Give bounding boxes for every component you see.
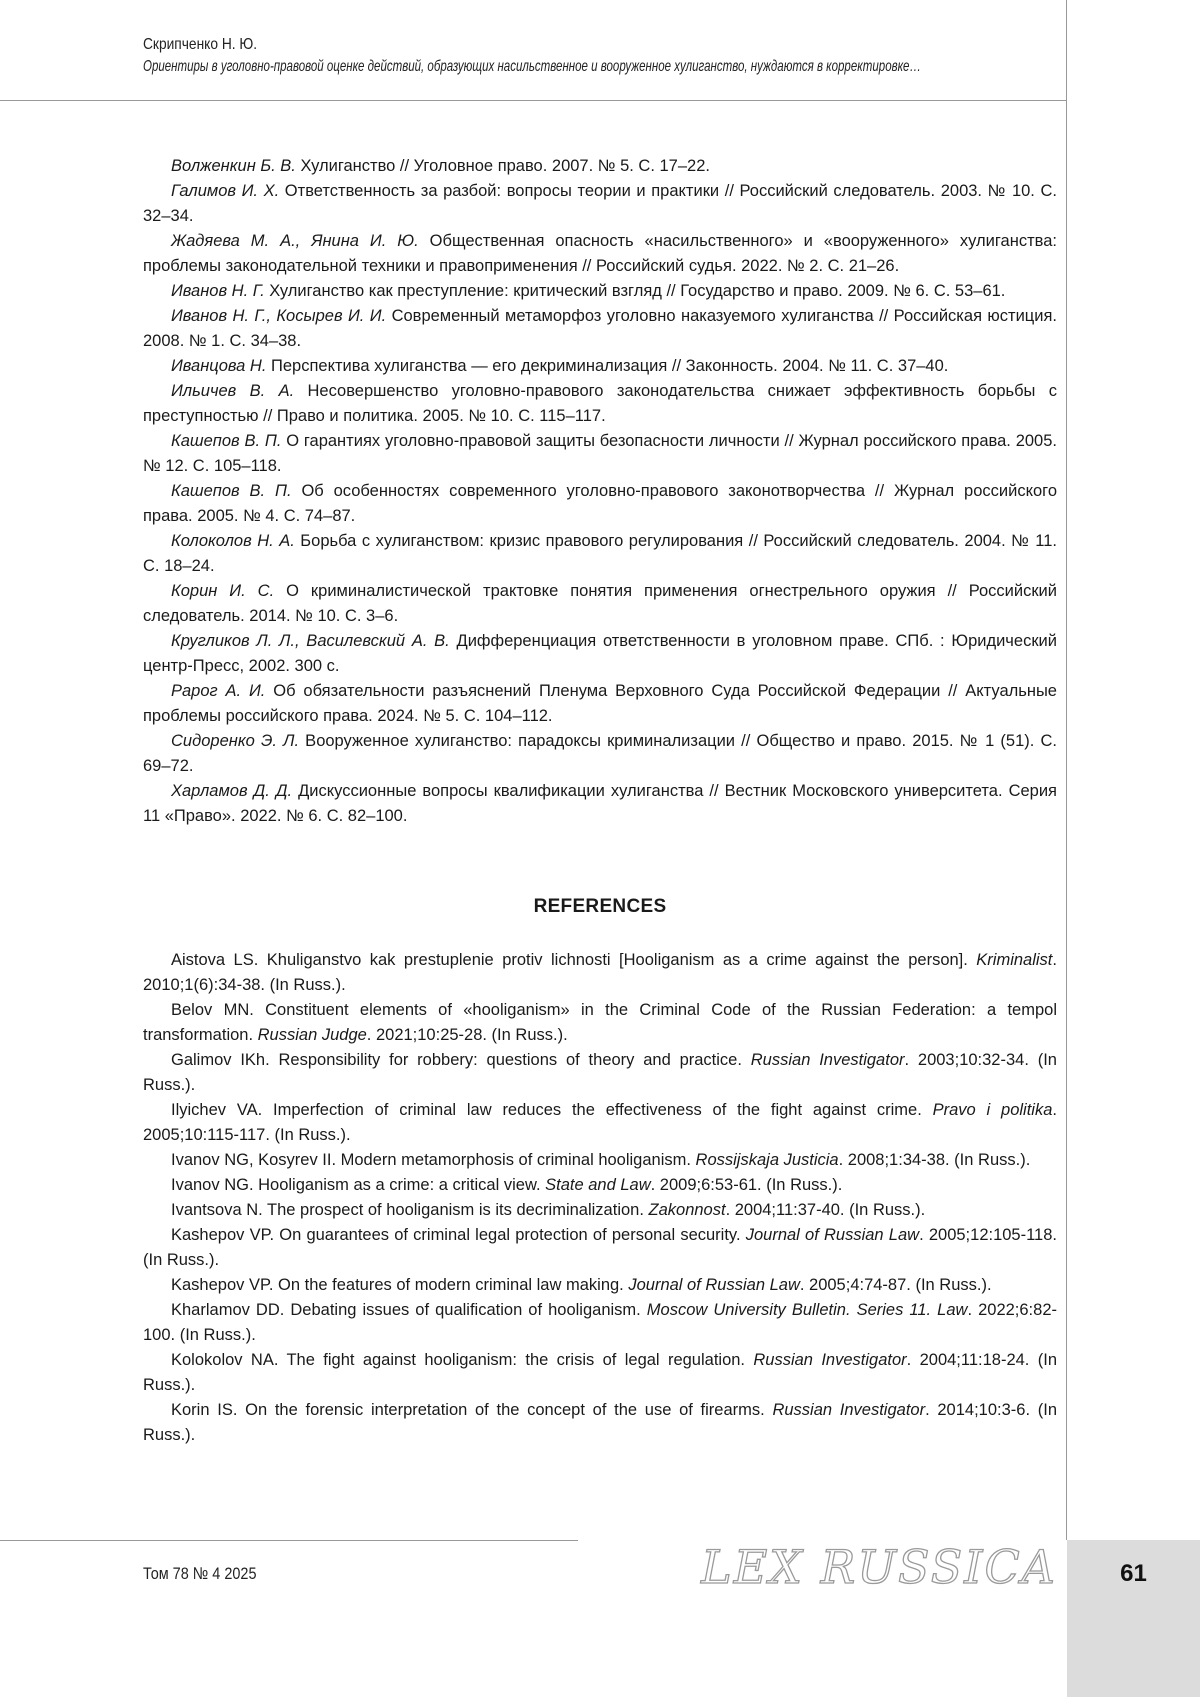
reference-text: Хулиганство // Уголовное право. 2007. № 5. С. 17–22. <box>296 157 710 175</box>
reference-details: . 2009;6:53-61. (In Russ.). <box>651 1176 843 1194</box>
reference-ru-item <box>143 679 1057 729</box>
reference-ru-item <box>143 154 1057 179</box>
reference-ru-item <box>143 279 1057 304</box>
reference-text: Kashepov VP. On guarantees of criminal legal protection of personal security. <box>171 1226 746 1244</box>
reference-text: Korin IS. On the forensic interpretation of the concept of the use of firearms. <box>171 1401 772 1419</box>
reference-author: Кругликов Л. Л., Василевский А. В. <box>171 632 450 650</box>
reference-text: Общественная опасность «насильственного» и «вооруженного» хулиганства: проблемы законодательной техники и правоприменения // Российский судья. 2022. № 2. С. 21–26. <box>143 232 1057 275</box>
reference-author: Харламов Д. Д. <box>171 782 292 800</box>
right-margin-rule <box>1066 0 1067 1540</box>
reference-text: Aistova LS. Khuliganstvo kak prestuplenie protiv lichnosti [Hooliganism as a crime against the person]. <box>171 951 976 969</box>
reference-text: Борьба с хулиганством: кризис правового регулирования // Российский следователь. 2004. № 11. С. 18–24. <box>143 532 1057 575</box>
reference-author: Иванов Н. Г. <box>171 282 265 300</box>
reference-details: . 2005;4:74-87. (In Russ.). <box>800 1276 992 1294</box>
reference-journal: Rossijskaja Justicia <box>696 1151 839 1169</box>
reference-en-item <box>143 948 1057 998</box>
reference-journal: Russian Investigator <box>753 1351 906 1369</box>
reference-text: Kolokolov NA. The fight against hooliganism: the crisis of legal regulation. <box>171 1351 753 1369</box>
reference-journal: Kriminalist <box>976 951 1052 969</box>
reference-text: Belov MN. Constituent elements of «hooliganism» in the Criminal Code of the Russian Federation: a tempol transformation. <box>143 1001 1057 1044</box>
reference-ru-item <box>143 729 1057 779</box>
reference-ru-item <box>143 629 1057 679</box>
reference-ru-item <box>143 379 1057 429</box>
reference-author: Сидоренко Э. Л. <box>171 732 299 750</box>
reference-text: Ivantsova N. The prospect of hooliganism is its decriminalization. <box>171 1201 649 1219</box>
reference-text: Дифференциация ответственности в уголовном праве. СПб. : Юридический центр-Пресс, 2002. 300 с. <box>143 632 1057 675</box>
reference-author: Рарог А. И. <box>171 682 265 700</box>
header-article-title: Ориентиры в уголовно-правовой оценке действий, образующих насильственное и вооруженное хулиганство, нуждаются в корректировке… <box>143 56 802 78</box>
reference-en-item <box>143 1398 1057 1448</box>
reference-author: Жадяева М. А., Янина И. Ю. <box>171 232 419 250</box>
reference-journal: Journal of Russian Law <box>746 1226 919 1244</box>
reference-author: Галимов И. Х. <box>171 182 279 200</box>
reference-details: . 2021;10:25-28. (In Russ.). <box>367 1026 568 1044</box>
reference-text: Об особенностях современного уголовно-правового законотворчества // Журнал российского права. 2005. № 4. С. 74–87. <box>143 482 1057 525</box>
reference-author: Ильичев В. А. <box>171 382 294 400</box>
reference-ru-item <box>143 354 1057 379</box>
reference-text: Ilyichev VA. Imperfection of criminal law reduces the effectiveness of the fight against crime. <box>171 1101 933 1119</box>
reference-text: Ivanov NG, Kosyrev II. Modern metamorphosis of criminal hooliganism. <box>171 1151 696 1169</box>
reference-text: Перспектива хулиганства — его декриминализация // Законность. 2004. № 11. С. 37–40. <box>266 357 948 375</box>
reference-journal: Pravo i politika <box>933 1101 1053 1119</box>
reference-journal: Moscow University Bulletin. Series 11. Law <box>647 1301 968 1319</box>
reference-text: Kashepov VP. On the features of modern criminal law making. <box>171 1276 628 1294</box>
reference-en-item <box>143 1098 1057 1148</box>
reference-en-item <box>143 1173 1057 1198</box>
reference-ru-item <box>143 479 1057 529</box>
reference-text: Ivanov NG. Hooliganism as a crime: a critical view. <box>171 1176 545 1194</box>
reference-ru-item <box>143 179 1057 229</box>
reference-text: О криминалистической трактовке понятия применения огнестрельного оружия // Российский следователь. 2014. № 10. С. 3–6. <box>143 582 1057 625</box>
reference-en-item <box>143 1273 1057 1298</box>
reference-ru-item <box>143 229 1057 279</box>
reference-en-item <box>143 1048 1057 1098</box>
reference-ru-item <box>143 529 1057 579</box>
reference-details: . 2008;1:34-38. (In Russ.). <box>839 1151 1031 1169</box>
reference-text: Об обязательности разъяснений Пленума Верховного Суда Российской Федерации // Актуальные проблемы российского права. 2024. № 5. С. 104–112. <box>143 682 1057 725</box>
reference-author: Волженкин Б. В. <box>171 157 296 175</box>
reference-author: Колоколов Н. А. <box>171 532 295 550</box>
reference-text: Несовершенство уголовно-правового законодательства снижает эффективность борьбы с преступностью // Право и политика. 2005. № 10. С. 115–117. <box>143 382 1057 425</box>
reference-text: Хулиганство как преступление: критический взгляд // Государство и право. 2009. № 6. С. 53–61. <box>265 282 1006 300</box>
reference-author: Иванцова Н. <box>171 357 266 375</box>
reference-ru-item <box>143 579 1057 629</box>
reference-author: Кашепов В. П. <box>171 432 281 450</box>
reference-details: . 2022;6:82-100. (In Russ.). <box>143 1301 1057 1344</box>
reference-text: Kharlamov DD. Debating issues of qualification of hooliganism. <box>171 1301 647 1319</box>
references-heading: REFERENCES <box>143 896 1057 918</box>
reference-details: . 2005;12:105-118. (In Russ.). <box>143 1226 1057 1269</box>
reference-journal: Russian Judge <box>258 1026 367 1044</box>
reference-en-item <box>143 998 1057 1048</box>
reference-text: Современный метаморфоз уголовно наказуемого хулиганства // Российская юстиция. 2008. № 1. С. 34–38. <box>143 307 1057 350</box>
reference-details: . 2010;1(6):34-38. (In Russ.). <box>143 951 1057 994</box>
lex-russica-logo <box>728 1535 1030 1595</box>
header-rule <box>0 100 1066 101</box>
reference-en-item <box>143 1148 1057 1173</box>
reference-ru-item <box>143 779 1057 829</box>
reference-ru-item <box>143 304 1057 354</box>
page-number: 61 <box>1067 1560 1200 1588</box>
reference-journal: Journal of Russian Law <box>628 1276 800 1294</box>
reference-details: . 2004;11:37-40. (In Russ.). <box>726 1201 926 1219</box>
reference-text: Ответственность за разбой: вопросы теории и практики // Российский следователь. 2003. № 10. С. 32–34. <box>143 182 1057 225</box>
reference-text: Galimov IKh. Responsibility for robbery: questions of theory and practice. <box>171 1051 751 1069</box>
reference-journal: Russian Investigator <box>751 1051 905 1069</box>
reference-details: . 2005;10:115-117. (In Russ.). <box>143 1101 1057 1144</box>
reference-en-item <box>143 1198 1057 1223</box>
running-header <box>143 34 1058 78</box>
reference-details: . 2004;11:18-24. (In Russ.). <box>143 1351 1057 1394</box>
reference-journal: Russian Investigator <box>772 1401 925 1419</box>
reference-author: Иванов Н. Г., Косырев И. И. <box>171 307 386 325</box>
reference-author: Корин И. С. <box>171 582 274 600</box>
reference-journal: State and Law <box>545 1176 651 1194</box>
header-author: Скрипченко Н. Ю. <box>143 34 930 56</box>
reference-details: . 2003;10:32-34. (In Russ.). <box>143 1051 1057 1094</box>
reference-ru-item <box>143 429 1057 479</box>
reference-journal: Zakonnost <box>649 1201 726 1219</box>
reference-en-item <box>143 1348 1057 1398</box>
reference-text: О гарантиях уголовно-правовой защиты безопасности личности // Журнал российского права. 2005. № 12. С. 105–118. <box>143 432 1057 475</box>
reference-en-item <box>143 1223 1057 1273</box>
reference-author: Кашепов В. П. <box>171 482 292 500</box>
svg-text:LEX RUSSICA: LEX RUSSICA <box>700 1540 1057 1594</box>
reference-text: Дискуссионные вопросы квалификации хулиганства // Вестник Московского университета. Серия 11 «Право». 2022. № 6. С. 82–100. <box>143 782 1057 825</box>
footer-volume: Том 78 № 4 2025 <box>143 1564 256 1584</box>
reference-en-item <box>143 1298 1057 1348</box>
reference-details: . 2014;10:3-6. (In Russ.). <box>143 1401 1057 1444</box>
reference-text: Вооруженное хулиганство: парадоксы криминализации // Общество и право. 2015. № 1 (51). С. 69–72. <box>143 732 1057 775</box>
references-en-list <box>143 948 1057 1448</box>
references-ru-list <box>143 154 1057 829</box>
footer-rule <box>0 1540 578 1541</box>
